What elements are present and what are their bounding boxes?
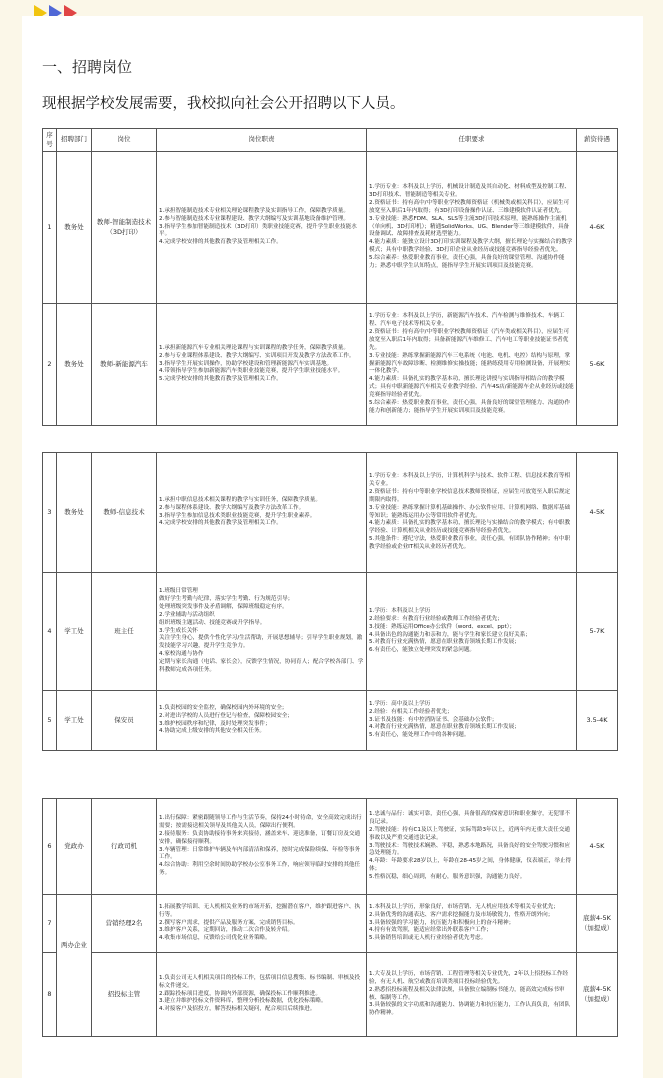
cell-requirements [367,304,577,426]
cell-position: 教师-新能源汽车 [92,304,157,426]
cell-duties [157,895,367,953]
duty-line: 1.负责公司无人机相关项目的投标工作，包括项目信息搜集、标书编制、审核及投标文件递交。 [159,974,361,989]
cell-requirements [367,691,577,751]
section-title: 一、招聘岗位 [42,58,133,76]
duty-line: 2.接待服务：负责协助接待事务来宾接待，涵盖来车、迎送准备，订餐订房及交通安排，确保接待顺利。 [159,830,361,845]
table-header-row [43,129,618,152]
requirement-line: 5.具备销售培训或无人机行业经验者优先考虑。 [369,935,487,942]
header-dept: 招聘部门 [57,129,92,152]
duty-line: 1.拓展教学培训、无人机相关业务的市场开拓，挖掘潜在客户，维护跟进客户、执行等。 [159,903,361,918]
requirement-line: 2.具备优秀的沟通表达、客户需求挖掘能力及市场敏锐力，性格开朗外向； [369,911,554,918]
requirement-line: 4.能力素质：能独立设计3D打印实训课程及教学大纲，擅长理论与实操结合的教学模式；具有中职教学经验、3D打印企业从业经历或技能竞赛指导经验者优先。 [369,239,573,254]
requirement-line: 3.技能：熟练运用Office办公软件（word、excel、ppt）； [369,623,516,630]
cell-no: 1 [43,152,57,304]
table-row [43,152,618,304]
cell-duties [157,691,367,751]
table-row [43,573,618,691]
requirement-line: 1.学历专业：本科及以上学历，新能源汽车技术、汽车检测与维修技术、车辆工程、汽车电子技术等相关专业。 [369,312,565,327]
duty-line: 4.完成学校安排的其他教育教学及管理相关工作。 [159,239,282,246]
header-position: 岗位 [92,129,157,152]
cell-salary: 4-5K [577,799,618,895]
duty-line: 2.参与专业课程体系建设、教学大纲编写、实训项目开发及教学方法改革工作。 [159,352,355,359]
requirement-line: 1.学历：本科及以上学历 [369,607,431,614]
intro-text: 现根据学校发展需要，我校拟向社会公开招聘以下人员。 [42,96,405,112]
table-row [43,953,618,1037]
recruitment-table-part-2 [42,452,618,751]
table-row [43,453,618,573]
duty-line: 3.维护客户关系，定期回访，推动二次合作及转介绍。 [159,927,293,934]
cell-salary: 5-7K [577,573,618,691]
duty-line: 1.出行保障：紧密跟随领导工作与生活节奏，保持24小时待命，安全高效完成出行需要；按需接送相关领导及其他关人员，保障出行便利。 [159,814,362,829]
duty-line: 1.承担智能制造技术专业相关理论课程教学及实训指导工作，保障教学质量。 [159,207,349,214]
duty-line: 2.参与课程体系建设、教学大纲编写及教学方法改革工作。 [159,504,305,511]
duty-line: 3.车辆管理：日常维护车辆及车内部清洁和保养，按时完成保险续保、年检等事务工作。 [159,846,361,861]
requirement-line: 5.综合素养：热爱职业教育事业，责任心强，具备良好的课堂管理、沟通协作能力；熟悉中职学生认知特点，能指导学生开展实训项目及技能竞赛。 [369,255,565,270]
header-salary: 薪资待遇 [577,129,618,152]
duty-line: 关注学生身心，提供个性化学习/生活帮助，开展思想辅导；引导学生职业规划，激发技能学习兴趣，提升学生竞争力。 [159,635,363,650]
duty-line: 定期与家长沟通（电话、家长会），反馈学生情况，协同育人；配合学校各部门、学科教师完成各项任务。 [159,659,364,674]
duty-line: 处理班级突发事件及矛盾调解，保障班级稳定有序。 [159,603,288,610]
cell-requirements [367,953,577,1037]
cell-dept: 学工处 [57,691,92,751]
requirement-line: 1.大专及以上学历，市场营销、工程管理等相关专业优先，2年以上招投标工作经验，有无人机、航空或教育培训类项目投标经验优先。 [369,970,569,985]
cell-no: 7 [43,895,57,953]
recruitment-table-part-3 [42,798,618,1037]
duty-line: 2.跟踪投标项目进度，协调内外部资源，确保投标工作顺利推进。 [159,990,321,997]
duty-line: 2.学业辅助与活动组织 [159,611,215,618]
duty-line: 组织班级主题活动、技能竞赛或升学指导。 [159,619,266,626]
requirement-line: 1.学历专业：本科及以上学历，机械设计制造及其自动化、材料成型及控制工程、3D打印技术、智能制造等相关专业。 [369,183,571,198]
duty-line: 4.完成学校安排的其他教育教学及管理相关工作。 [159,520,282,527]
cell-dept: 党政办 [57,799,92,895]
duty-line: 3.指导学生开展实训操作，协助学校建设和管理新能源汽车实训基地。 [159,360,333,367]
cell-requirements [367,573,577,691]
cell-position: 教师-智能制造技术（3D打印） [92,152,157,304]
cell-requirements [367,895,577,953]
duty-line: 4.家校沟通与协作 [159,651,204,658]
cell-position: 营销经理2名 [92,895,157,953]
duty-line: 做好学生考勤与纪律，落实学生考勤、行为规范引导； [159,595,294,602]
duty-line: 4.对接客户及招投方，解答投标相关疑问，配合项目后续推进。 [159,1006,316,1013]
cell-duties [157,573,367,691]
duty-line: 4.协助完成上级安排的其他安全相关任务。 [159,728,266,735]
requirement-line: 5.有责任心，能处理工作中的各种问题。 [369,732,470,739]
requirement-line: 2.经验：有相关工作经验者优先； [369,708,453,715]
cell-dept: 两办企业 [57,895,92,1037]
duty-line: 1.承担中职信息技术相关课程的教学与实训任务，保障教学质量。 [159,496,321,503]
recruitment-table-part-1 [42,128,618,426]
duty-line: 2.撰写客户需求，提供产品及服务方案，完成销售目标。 [159,919,299,926]
requirement-line: 5.对教育行业充满热情，愿意在职业教育领域长期工作发展； [369,639,520,646]
requirement-line: 4.具备出色的沟通能力和亲和力，能与学生和家长建立良好关系； [369,631,531,638]
requirement-line: 2.经验要求：有教育行业经验或教师工作经验者优先； [369,615,503,622]
requirement-line: 1.学历：高中及以上学历 [369,700,431,707]
requirement-line: 5.综合素养：热爱职业教育事业，责任心强，具备良好的课堂管理能力、沟通协作能力和创新能力；能指导学生开展实训项目及技能竞赛。 [369,400,571,415]
requirement-line: 6.有责任心，能独立处理突发的紧急问题。 [369,647,476,654]
requirement-line: 3.驾驶技术：驾驶技术娴熟、平稳，熟悉本地路况，具备良好的安全驾驶习惯和应急处理能力。 [369,842,571,857]
duty-line: 3.维护校园秩序和纪律，及时处理突发事件； [159,720,271,727]
duty-line: 1.负责校园的安全监控，确保校园内外环境的安全； [159,704,288,711]
requirement-line: 5.其他条件：遵纪守法，热爱职业教育事业，责任心强，有团队协作精神；有中职教学经验或企业IT相关从业经历者优先。 [369,536,571,551]
cell-position: 招投标主管 [92,953,157,1037]
cell-salary: 底薪4-5K（加提成） [577,895,618,953]
table-row [43,304,618,426]
requirement-line: 2.资格证书：持有高中/中等职业学校教师资格证（机械类或相关科目），应届生可放宽至入职后1年内取得；有3D打印设备操作认证、三维建模软件认证者优先。 [369,199,570,214]
requirement-line: 2.驾驶技能：持有C1及以上驾驶证，实际驾龄3年以上，近两年内无重大责任交通事故以及严重交通违法记录。 [369,826,570,841]
cell-requirements [367,152,577,304]
cell-salary: 5-6K [577,304,618,426]
cell-requirements [367,799,577,895]
requirement-line: 3.具备较强的学习能力，抗压能力和积极向上的奋斗精神； [369,919,515,926]
cell-position: 教师-信息技术 [92,453,157,573]
requirement-line: 3.具备较强的文字功底和沟通能力、协调能力和抗压能力，工作认真负责，有团队协作精神。 [369,1002,571,1017]
cell-salary: 4-5K [577,453,618,573]
requirement-line: 1.学历专业：本科及以上学历，计算机科学与技术、软件工程、信息技术教育等相关专业。 [369,472,571,487]
cell-salary: 3.5-4K [577,691,618,751]
requirement-line: 4.持有有效驾照，能适应经常出外联系客户工作； [369,927,492,934]
duty-line: 4.带领指导学生参加新能源汽车类职业技能竞赛，提升学生职业技能水平。 [159,368,344,375]
cell-duties [157,152,367,304]
duty-line: 4.收集市场信息，反馈给公司优化业务策略。 [159,935,271,942]
header-no: 序号 [43,129,57,152]
duty-line: 3.建立并维护投标文件资料库，整理分析投标数据，优化投标策略。 [159,998,327,1005]
requirement-line: 3.专业技能：熟悉FDM、SLA、SLS等主流3D打印技术原理，能熟练操作主流机（单向机、3D打印机）；精通SolidWorks、UG、Blender等三维建模软件，具备设备调试、故障排查及耗材选型能力。 [369,215,570,238]
requirement-line: 4.能力素质：具备扎实的教学基本功，擅长理论讲授与实训指导相结合的教学模式；具有中职新能源汽车相关专业教学经验、汽车4S店/新能源车企从业经历或技能竞赛指导经验者优先。 [369,376,574,399]
cell-salary: 底薪4-5K（加提成） [577,953,618,1037]
requirement-line: 3.专业技能：熟练掌握新能源汽车三电系统（电池、电机、电控）结构与原理，掌握新能源汽车故障诊断、检测维修实操技能；能熟练使用专用检测设备，开展理实一体化教学。 [369,352,571,375]
cell-requirements [367,453,577,573]
requirement-line: 3.证书及技能：有中控消防证书、会基础办公软件； [369,716,498,723]
cell-dept: 教务处 [57,304,92,426]
cell-dept: 教务处 [57,152,92,304]
header-duties: 岗位职责 [157,129,367,152]
cell-dept: 学工处 [57,573,92,691]
duty-line: 3.指导学生参加智能制造技术（3D打印）类职业技能竞赛，提升学生职业技能水平。 [159,223,357,238]
requirement-line: 1.本科及以上学历，形象良好，市场营销、无人机应用技术等相关专业优先； [369,903,559,910]
table-row [43,895,618,953]
cell-no: 5 [43,691,57,751]
cell-no: 2 [43,304,57,426]
cell-duties [157,799,367,895]
requirement-line: 2.资格证书：持有中等职业学校信息技术教师资格证，应届生可放宽至入职后规定期限内取得。 [369,488,571,503]
table-row [43,799,618,895]
cell-dept: 教务处 [57,453,92,573]
cell-position: 班主任 [92,573,157,691]
duty-line: 2.对进出学校的人员进行登记与检查，保障校园安全； [159,712,293,719]
requirement-line: 4.对教育行业充满热情，愿意在职业教育领域长期工作发展； [369,724,520,731]
cell-no: 3 [43,453,57,573]
cell-duties [157,304,367,426]
cell-no: 8 [43,953,57,1037]
requirement-line: 3.专业技能：熟练掌握计算机基础操作、办公软件应用、计算机网络、数据库基础等知识；能熟练运用办公等常用软件者优先。 [369,504,571,519]
requirement-line: 5.性格沉稳，细心周到，有耐心，服务意识强，沟通能力良好。 [369,874,526,881]
duty-line: 1.班级日常管理 [159,587,198,594]
header-requirements: 任职要求 [367,129,577,152]
duty-line: 2.参与智能制造技术专业课程建设、教学大纲编写及实训基地设备维护管理。 [159,215,349,222]
cell-no: 6 [43,799,57,895]
requirement-line: 1.忠诚与品行：诚实可靠，责任心强，具备很高的保密意识和职业操守，无犯罪不良记录。 [369,810,571,825]
duty-line: 5.完成学校安排的其他教育教学及管理相关工作。 [159,376,282,383]
duty-line: 1.承担新能源汽车专业相关理论课程与实训课程的教学任务，保障教学质量。 [159,344,349,351]
duty-line: 4.综合协助：利用空余时间协助学校办公室事务工作，响应领导临时安排的其他任务。 [159,862,361,877]
requirement-line: 4.年龄：年龄要求28岁以上，年龄在28-45岁之间，身体健康，仪表端正，举止得体； [369,858,572,873]
cell-salary: 4-6K [577,152,618,304]
cell-no: 4 [43,573,57,691]
duty-line: 3.学生成长关怀 [159,627,198,634]
table-row [43,691,618,751]
cell-position: 保安员 [92,691,157,751]
requirement-line: 2.资格证书：持有高中/中等职业学校教师资格证（汽车类或相关科目），应届生可放宽至入职后1年内取得；具备新能源汽车维修工、汽车电工等职业技能证书者优先。 [369,328,570,351]
requirement-line: 2.熟悉招投标流程及相关法律法规，具备独立编制标书能力，能高效完成标书审核、编制等工作。 [369,986,565,1001]
cell-duties [157,453,367,573]
cell-duties [157,953,367,1037]
requirement-line: 4.能力素质：具备扎实的教学基本功，擅长理论与实操结合的教学模式；有中职教学经验、计算机相关从业经历或技能竞赛指导经验者优先。 [369,520,571,535]
cell-position: 行政司机 [92,799,157,895]
duty-line: 3.指导学生参加信息技术类职业技能竞赛，提升学生职业素养。 [159,512,316,519]
